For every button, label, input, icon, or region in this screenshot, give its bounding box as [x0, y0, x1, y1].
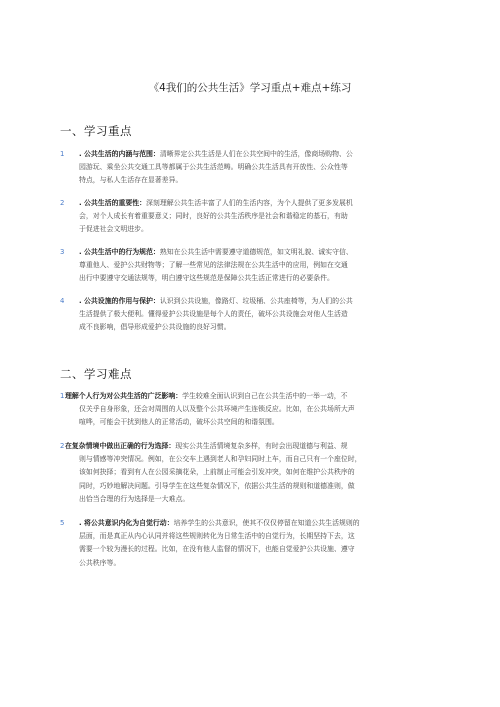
- item-line: 现实公共生活情境复杂多样，有时会出现道德与利益、规: [175, 442, 348, 450]
- item-line: 同时，巧妙地解决问题。引导学生在这些复杂情况下，依据公共生活的规则和道德准则，做: [79, 481, 355, 490]
- item-lead: 在复杂情境中做出正确的行为选择：: [65, 442, 176, 450]
- list-item: [60, 197, 448, 237]
- list-item: [60, 246, 448, 286]
- item-number: 3: [60, 248, 65, 256]
- item-line: 喧哗，可能会干扰到他人的正常活动，破坏公共空间的和谐氛围。: [79, 418, 279, 427]
- item-number: 1: [60, 392, 65, 400]
- item-line: 需要一个较为漫长的过程。比如，在没有他人监督的情况下，也能自觉爱护公共设施、遵守: [79, 545, 355, 554]
- item-line: 清晰界定公共生活是人们在公共空间中的生活，像商场购物、公: [159, 150, 353, 158]
- item-line: 公共秩序等。: [79, 558, 121, 567]
- item-number: 5: [60, 519, 65, 527]
- item-lead: 理解个人行为对公共生活的广泛影响：: [65, 392, 183, 400]
- item-line: 出行中要遵守交通法规等，明白遵守这些规范是保障公共生活正常进行的必要条件。: [79, 274, 334, 283]
- item-line: 特点，与私人生活存在显著差异。: [79, 176, 183, 185]
- item-line: 仅关乎自身形象，还会对周围的人以及整个公共环境产生连锁反应。比如，在公共场所大声: [79, 405, 355, 414]
- item-line: 会，对个人成长有着重要意义；同时，良好的公共生活秩序是社会和谐稳定的基石，有助: [79, 212, 348, 221]
- item-line: 学生较难全面认识到自己在公共生活中的一举一动，不: [182, 392, 348, 400]
- item-line: 深刻理解公共生活丰富了人们的生活内容，为个人提供了更多发展机: [146, 199, 353, 207]
- item-line: 成不良影响，倡导形成爱护公共设施的良好习惯。: [79, 323, 231, 332]
- item-lead: . 公共生活的内涵与范围：: [79, 150, 160, 158]
- item-number: 2: [60, 199, 65, 207]
- section-heading-key-points: 一、学习重点: [60, 124, 132, 138]
- item-lead: . 公共设施的作用与保护：: [79, 297, 160, 305]
- document-title: 《4我们的公共生活》学习重点+难点+练习: [148, 82, 352, 94]
- item-lead: . 公共生活的重要性：: [79, 199, 147, 207]
- item-lead: . 将公共意识内化为自觉行动：: [79, 519, 174, 527]
- item-line: 则与情感等冲突情况。例如，在公交车上遇到老人和孕妇同时上车，而自己只有一个座位时，: [79, 455, 362, 464]
- item-line: 层面，而是真正从内心认同并将这些规则转化为日常生活中的自觉行为，长期坚持下去，这: [79, 532, 355, 541]
- item-line: 生活提供了极大便利。懂得爱护公共设施是每个人的责任，破坏公共设施会对他人生活造: [79, 310, 348, 319]
- item-lead: . 公共生活中的行为规范：: [79, 248, 160, 256]
- item-line: 尊重他人、爱护公共财物等；了解一些常见的法律法规在公共生活中的应用，例如在交通: [79, 261, 348, 270]
- list-item: [60, 517, 448, 570]
- list-item: [60, 295, 448, 335]
- item-line: 认识到公共设施，像路灯、垃圾桶、公共座椅等，为人们的公共: [159, 297, 353, 305]
- item-line: 该如何抉择；看到有人在公园采摘花朵，上前制止可能会引发冲突，如何在维护公共秩序的: [79, 468, 355, 477]
- list-item: [60, 390, 448, 430]
- list-item: [60, 440, 448, 506]
- item-number: 2: [60, 442, 65, 450]
- item-line: 园游玩、乘坐公共交通工具等都属于公共生活范畴。明确公共生活具有开放性、公众性等: [79, 163, 348, 172]
- item-line: 培养学生的公共意识，使其不仅仅停留在知道公共生活规则的: [173, 519, 360, 527]
- list-item: [60, 148, 448, 188]
- item-line: 于促进社会文明进步。: [79, 225, 148, 234]
- item-line: 熟知在公共生活中需要遵守道德规范，如文明礼貌、诚实守信、: [159, 248, 353, 256]
- item-number: 4: [60, 297, 65, 305]
- section-heading-difficulties: 二、学习难点: [60, 367, 132, 381]
- item-number: 1: [60, 150, 65, 158]
- item-line: 出恰当合理的行为选择是一大难点。: [79, 494, 190, 503]
